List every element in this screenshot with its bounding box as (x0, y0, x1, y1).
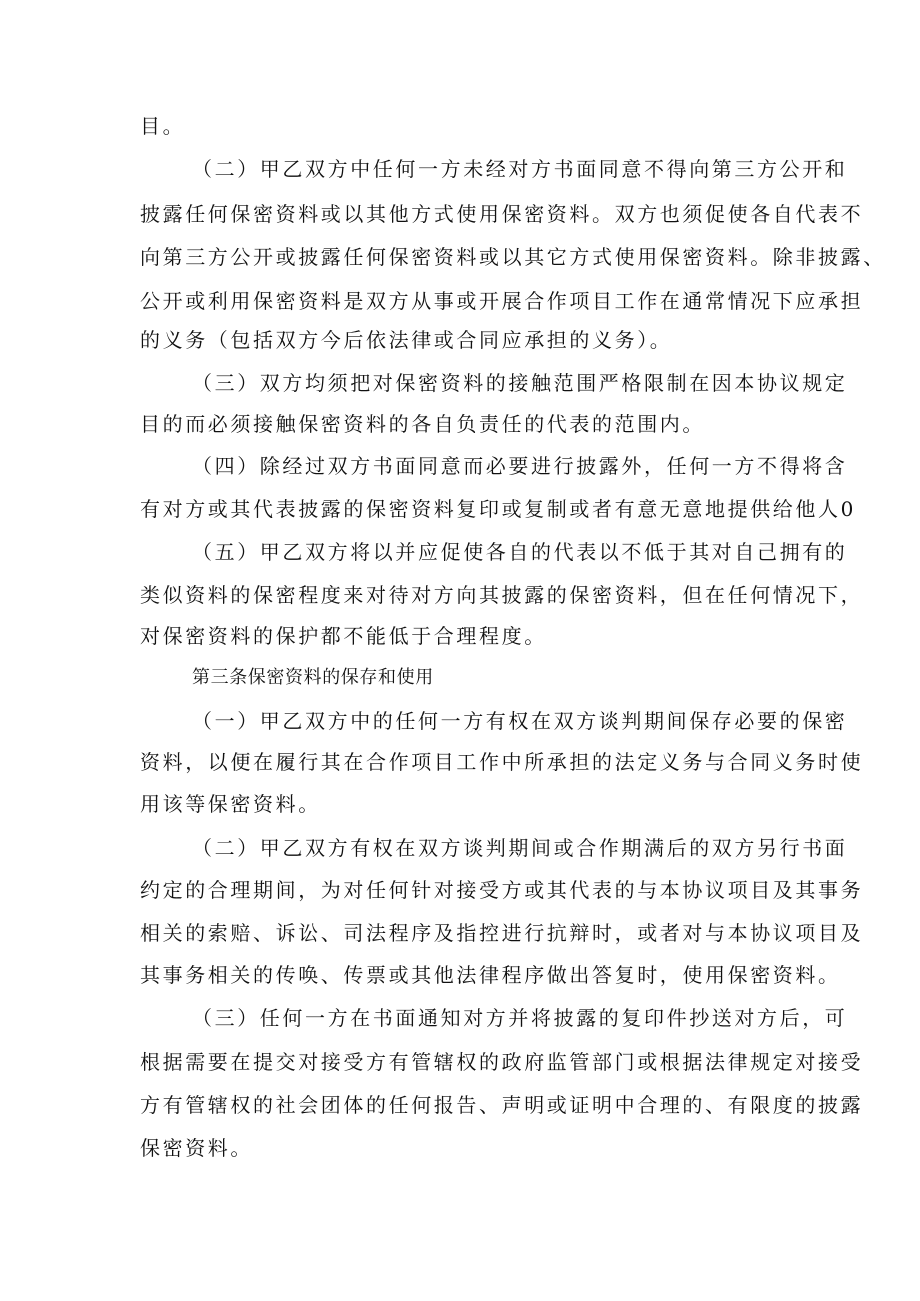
paragraph-5-line-3: 对保密资料的保护都不能低于合理程度。 (140, 624, 547, 648)
section3-paragraph-2-line-4: 其事务相关的传唤、传票或其他法律程序做出答复时，使用保密资料。 (140, 963, 841, 987)
section3-paragraph-3-line-4: 保密资料。 (140, 1136, 253, 1160)
section3-paragraph-3-line-1: （三）任何一方在书面通知对方并将披露的复印件抄送对方后，可 (192, 1006, 848, 1030)
paragraph-2-line-5: 的义务（包括双方今后依法律或合同应承担的义务）。 (140, 328, 673, 352)
section3-paragraph-1-line-1: （一）甲乙双方中的任何一方有权在双方谈判期间保存必要的保密 (192, 709, 848, 733)
paragraph-5-line-1: （五）甲乙双方将以并应促使各自的代表以不低于其对自己拥有的 (192, 540, 848, 564)
section3-paragraph-2-line-1: （二）甲乙双方有权在双方谈判期间或合作期满后的双方另行书面 (192, 836, 848, 860)
section3-paragraph-2-line-3: 相关的索赔、诉讼、司法程序及指控进行抗辩时，或者对与本协议项目及 (140, 921, 864, 945)
paragraph-5-line-2: 类似资料的保密程度来对待对方向其披露的保密资料，但在任何情况下， (140, 583, 864, 607)
paragraph-4-line-2: 有对方或其代表披露的保密资料复印或复制或者有意无意地提供给他人0 (140, 497, 856, 521)
paragraph-2-line-4: 公开或利用保密资料是双方从事或开展合作项目工作在通常情况下应承担 (140, 289, 864, 313)
section3-paragraph-3-line-2: 根据需要在提交对接受方有管辖权的政府监管部门或根据法律规定对接受 (140, 1050, 864, 1074)
paragraph-2-line-1: （二）甲乙双方中任何一方未经对方书面同意不得向第三方公开和 (192, 157, 848, 181)
section3-paragraph-1-line-2: 资料，以便在履行其在合作项目工作中所承担的法定义务与合同义务时使 (140, 750, 864, 774)
paragraph-2-line-3: 向第三方公开或披露任何保密资料或以其它方式使用保密资料。除非披露、 (140, 245, 886, 269)
section3-paragraph-3-line-3: 方有管辖权的社会团体的任何报告、声明或证明中合理的、有限度的披露 (140, 1093, 864, 1117)
section-heading: 第三条保密资料的保存和使用 (192, 667, 434, 688)
text-line: 目。 (140, 114, 186, 138)
section3-paragraph-1-line-3: 用该等保密资料。 (140, 792, 321, 816)
paragraph-4-line-1: （四）除经过双方书面同意而必要进行披露外，任何一方不得将含 (192, 454, 848, 478)
section3-paragraph-2-line-2: 约定的合理期间，为对任何针对接受方或其代表的与本协议项目及其事务 (140, 878, 864, 902)
paragraph-3-line-1: （三）双方均须把对保密资料的接触范围严格限制在因本协议规定 (192, 371, 848, 395)
paragraph-3-line-2: 目的而必须接触保密资料的各自负责任的代表的范围内。 (140, 412, 705, 436)
paragraph-2-line-2: 披露任何保密资料或以其他方式使用保密资料。双方也须促使各自代表不 (140, 202, 864, 226)
